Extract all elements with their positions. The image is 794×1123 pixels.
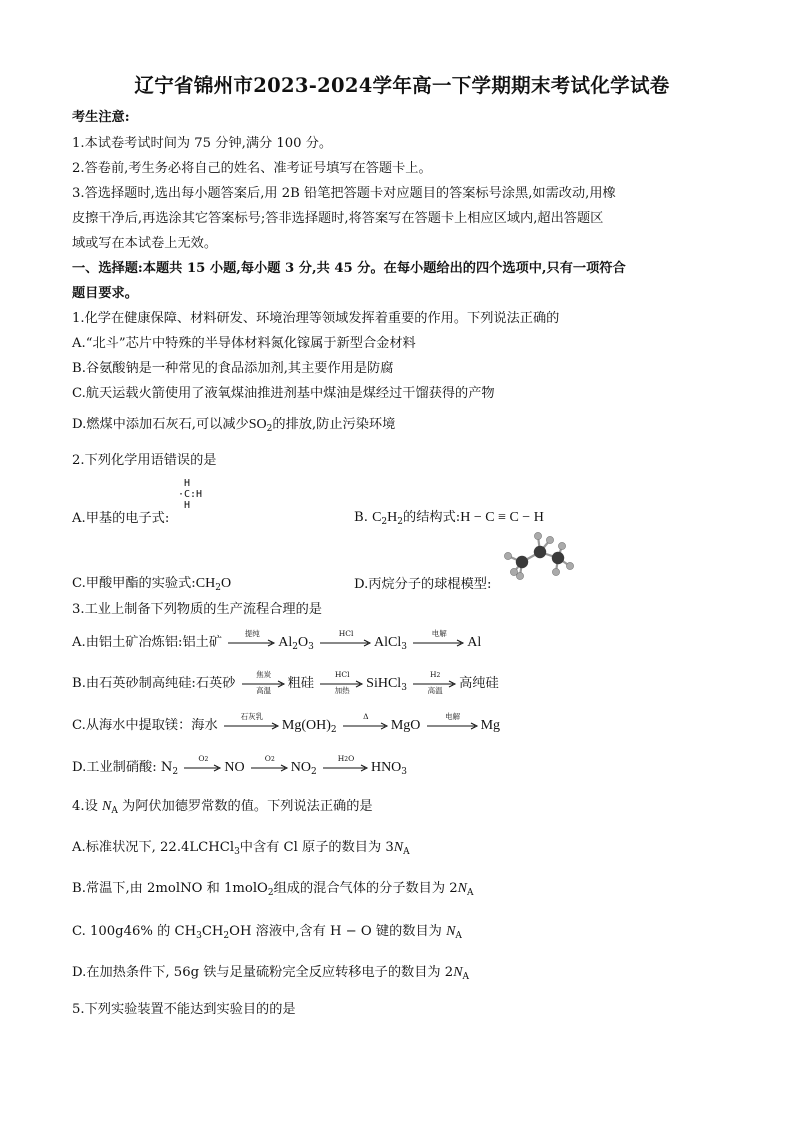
q4-c-mid2: OH 溶液中,含有 H − O 键的数目为 <box>229 924 447 939</box>
dot-h-top: H <box>184 478 191 489</box>
q4-c-mid1: CH <box>201 924 224 939</box>
q3-a-arrow-3-label: 电解 <box>431 629 447 638</box>
q3-b-prefix: B.由石英砂制高纯硅:石英砂 <box>72 676 236 691</box>
q2-c-formula: CH <box>195 576 216 591</box>
notice-heading: 考生注意: <box>72 110 130 125</box>
q2-b-sub1: 2 <box>381 517 388 527</box>
q3-a-arrow-1-label: 提纯 <box>244 629 260 638</box>
dot-h-bottom: H <box>184 500 191 511</box>
q4-option-a <box>72 836 410 857</box>
q3-a-arrow-2 <box>320 629 372 647</box>
q1-option-a: A.“北斗”芯片中特殊的半导体材料氮化镓属于新型合金材料 <box>72 336 416 351</box>
q3-a-product-1b: O <box>297 635 309 650</box>
q3-b-arrow-3-sub: 2 <box>436 672 441 679</box>
q3-d-arrow-1-sub: 2 <box>204 756 209 763</box>
q3-option-d <box>72 756 407 777</box>
q1-d-text: D.燃煤中添加石灰石,可以减少 <box>72 417 249 432</box>
q3-d-product-1: NO <box>224 760 245 775</box>
q2-b-sub2: 2 <box>397 517 404 527</box>
notice-item-3: 3.答选择题时,选出每小题答案后,用 2B 铅笔把答题卡对应题目的答案标号涂黑,如需改动,用橡 <box>72 186 616 201</box>
q3-b-arrow-2 <box>320 670 364 695</box>
methyl-electron-formula <box>178 478 202 511</box>
q2-option-c <box>72 572 231 593</box>
q2-stem: 2.下列化学用语错误的是 <box>72 453 217 468</box>
q3-a-product-3: Al <box>467 635 482 650</box>
q4-na: N <box>101 799 112 814</box>
q3-c-arrow-1 <box>224 712 280 730</box>
q3-d-arrow-3-label <box>323 755 369 764</box>
notice-item-3-cont: 皮擦干净后,再选涂其它答案标号;答非选择题时,将答案写在答题卡上相应区域内,超出答题区 <box>72 211 604 226</box>
q4-a-na-sub: A <box>403 847 410 857</box>
q3-d-arrow-2-label <box>251 755 289 764</box>
q5-stem: 5.下列实验装置不能达到实验目的的是 <box>72 1002 296 1017</box>
q2-b-label: B. <box>354 510 373 525</box>
q4-b-pre: B.常温下,由 2molNO 和 1molO <box>72 881 268 896</box>
q3-a-product-1b-sub: 3 <box>308 642 314 652</box>
q3-b-product-3: 高纯硅 <box>459 676 499 691</box>
section-heading: 一、选择题:本题共 15 小题,每小题 3 分,共 45 分。在每小题给出的四个选项中,只有一项符合 <box>72 261 626 276</box>
q3-b-arrow-3-bot: 高温 <box>427 686 443 695</box>
notice-item-1: 1.本试卷考试时间为 75 分钟,满分 100 分。 <box>72 136 333 151</box>
q3-b-arrow-2-bot: 加热 <box>334 686 350 695</box>
q4-d-pre: D.在加热条件下, 56g 铁与足量硫粉完全反应转移电子的数目为 2 <box>72 965 454 980</box>
q4-c-sub1: 3 <box>196 931 202 941</box>
q3-d-arrow-3-o: O <box>348 754 355 763</box>
q3-d-arrow-1-label <box>184 755 222 764</box>
q3-b-arrow-1 <box>242 670 286 695</box>
notice-item-3-end: 域或写在本试卷上无效。 <box>72 236 218 251</box>
notice-item-2: 2.答卷前,考生务必将自己的姓名、准考证号填写在答题卡上。 <box>72 161 432 176</box>
q3-stem: 3.工业上制备下列物质的生产流程合理的是 <box>72 602 322 617</box>
q3-a-product-1-sub: 2 <box>292 642 298 652</box>
q1-d-formula: SO <box>248 417 267 432</box>
q3-c-arrow-1-label: 石灰乳 <box>240 712 264 721</box>
dot-c-row: ·C:H <box>178 489 203 500</box>
q3-b-arrow-3-top <box>413 671 457 680</box>
q3-c-product-1-sub: 2 <box>330 725 337 735</box>
q4-d-na-sub: A <box>462 972 470 982</box>
q4-b-na-sub: A <box>466 888 474 898</box>
q3-d-arrow-2 <box>251 754 289 772</box>
q2-b-c: C <box>372 510 382 525</box>
q3-a-arrow-3 <box>413 629 465 647</box>
q3-a-arrow-1 <box>228 629 276 647</box>
q3-option-b <box>72 672 499 693</box>
q2-c-sub: 2 <box>215 583 221 593</box>
q1-d-sub: 2 <box>266 424 273 434</box>
q4-stem-pre: 4.设 <box>72 799 102 814</box>
q3-c-product-2: MgO <box>390 718 421 733</box>
q4-a-pre: A.标准状况下, 22.4LCHCl <box>72 840 235 855</box>
q3-d-prefix: D.工业制硝酸: N <box>72 760 173 775</box>
q2-c-formula2: O <box>220 576 232 591</box>
q3-d-arrow-3-sub: 2 <box>344 756 349 763</box>
q1-d-text-post: 的排放,防止污染环境 <box>272 417 396 432</box>
q2-option-a: A.甲基的电子式: <box>72 511 170 526</box>
q3-c-arrow-3-label: 电解 <box>445 712 461 721</box>
q2-option-b <box>354 506 544 527</box>
q3-d-arrow-3-h: H <box>337 754 345 763</box>
q3-b-arrow-1-top: 焦炭 <box>256 670 272 679</box>
q3-b-product-1: 粗硅 <box>287 676 314 691</box>
q4-na-sub: A <box>111 806 118 816</box>
q3-d-arrow-3 <box>323 754 369 772</box>
q3-c-prefix: C.从海水中提取镁：海水 <box>72 718 218 733</box>
q3-a-product-1: Al <box>278 635 293 650</box>
q3-a-product-2: AlCl <box>374 635 402 650</box>
q3-d-product-3-sub: 3 <box>401 767 408 777</box>
q3-c-arrow-2-label: Δ <box>363 712 369 721</box>
q4-a-na: N <box>393 840 404 855</box>
q4-a-sub: 3 <box>234 847 240 857</box>
q4-c-sub2: 2 <box>223 931 230 941</box>
q3-option-c <box>72 714 500 735</box>
q3-c-arrow-3 <box>427 712 479 730</box>
q3-b-product-2: SiHCl <box>366 676 402 691</box>
q4-b-na: N <box>457 881 467 896</box>
q1-option-b: B.谷氨酸钠是一种常见的食品添加剂,其主要作用是防腐 <box>72 361 394 376</box>
q1-stem: 1.化学在健康保障、材料研发、环境治理等领域发挥着重要的作用。下列说法正确的 <box>72 311 560 326</box>
q2-b-mid: 的结构式: <box>403 510 461 525</box>
q3-d-arrow-2-sub: 2 <box>270 756 275 763</box>
q3-d-prefix-sub: 2 <box>172 767 179 777</box>
q3-d-product-2-sub: 2 <box>311 767 317 777</box>
q3-c-arrow-2 <box>343 712 389 730</box>
q4-b-sub: 2 <box>267 888 274 898</box>
q4-stem-post: 为阿伏加德罗常数的值。下列说法正确的是 <box>117 799 373 814</box>
q3-a-arrow-2-label: HCl <box>338 629 354 638</box>
q4-c-pre: C. 100g46% 的 CH <box>72 924 197 939</box>
q3-a-prefix: A.由铝土矿冶炼铝:铝土矿 <box>72 635 223 650</box>
q2-b-h: H <box>387 510 398 525</box>
q1-option-c: C.航天运载火箭使用了液氧煤油推进剂基中煤油是煤经过干馏获得的产物 <box>72 386 495 401</box>
q4-d-na: N <box>453 965 463 980</box>
q3-d-arrow-1 <box>184 754 222 772</box>
q3-b-arrow-2-top: HCl <box>334 670 350 679</box>
q3-d-product-3: HNO <box>370 760 402 775</box>
q4-c-na: N <box>446 924 456 939</box>
q3-b-arrow-1-bot: 高温 <box>256 686 272 695</box>
q3-d-arrow-1-o: O <box>198 754 205 763</box>
q4-b-mid: 组成的混合气体的分子数目为 2 <box>273 881 458 896</box>
q3-b-arrow-3-h: H <box>429 670 437 679</box>
q3-a-product-2-sub: 3 <box>401 642 408 652</box>
q4-stem <box>72 795 373 816</box>
q4-c-na-sub: A <box>455 931 462 941</box>
propane-ball-stick-model <box>500 526 578 582</box>
q3-option-a <box>72 631 481 652</box>
q3-c-product-1: Mg(OH) <box>281 718 331 733</box>
q4-a-mid: 中含有 Cl 原子的数目为 3 <box>239 840 394 855</box>
q3-d-arrow-2-o: O <box>264 754 271 763</box>
q3-b-arrow-3 <box>413 670 457 695</box>
q4-option-c <box>72 920 462 941</box>
q1-option-d <box>72 413 395 434</box>
q2-c-label: C.甲酸甲酯的实验式: <box>72 576 196 591</box>
q4-option-d <box>72 961 469 982</box>
q4-option-b <box>72 877 473 898</box>
q3-c-product-3: Mg <box>480 718 501 733</box>
q3-b-product-2-sub: 3 <box>401 683 407 693</box>
exam-title: 辽宁省锦州市2023-2024学年高一下学期期末考试化学试卷 <box>134 74 670 97</box>
q3-d-product-2: NO <box>290 760 312 775</box>
q2-option-d: D.丙烷分子的球棍模型: <box>354 577 492 592</box>
q2-b-struct: H − C ≡ C − H <box>460 510 544 525</box>
section-heading-cont: 题目要求。 <box>72 286 138 301</box>
